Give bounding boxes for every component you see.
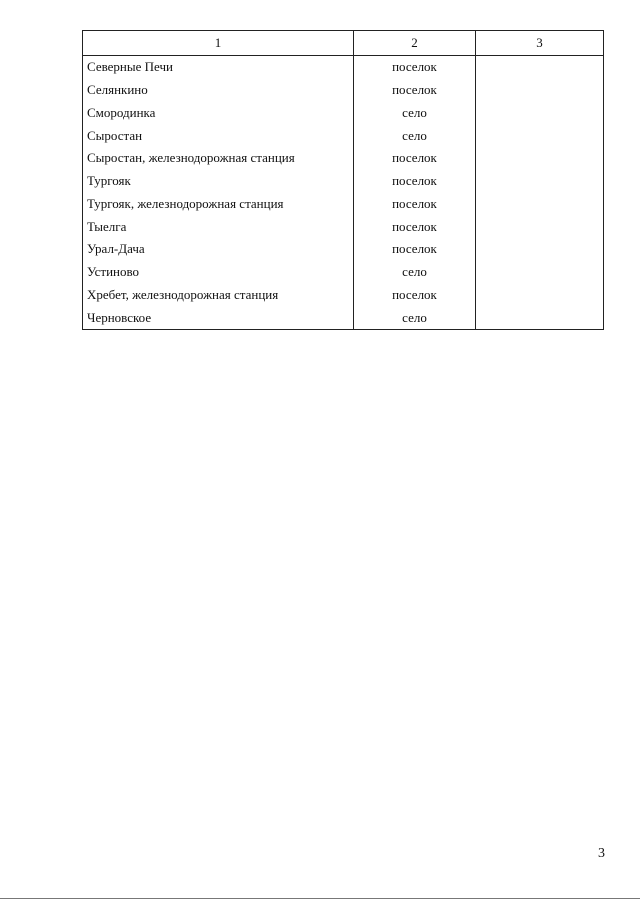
table-header-row — [83, 31, 604, 56]
settlement-type: поселок — [354, 56, 476, 79]
settlement-type: поселок — [354, 193, 476, 216]
column-header-3: 3 — [476, 31, 604, 56]
column-3-cell — [476, 306, 604, 329]
column-3-cell — [476, 124, 604, 147]
table-row — [83, 124, 604, 147]
column-3-cell — [476, 79, 604, 102]
table-row — [83, 170, 604, 193]
settlement-name: Тургояк, железнодорожная станция — [83, 193, 354, 216]
column-header-1: 1 — [83, 31, 354, 56]
column-3-cell — [476, 56, 604, 79]
settlement-name: Хребет, железнодорожная станция — [83, 284, 354, 307]
table-row — [83, 284, 604, 307]
table-row — [83, 193, 604, 216]
column-3-cell — [476, 261, 604, 284]
settlement-type: село — [354, 306, 476, 329]
settlement-name: Сыростан — [83, 124, 354, 147]
settlement-type: село — [354, 102, 476, 125]
column-3-cell — [476, 238, 604, 261]
settlement-type: поселок — [354, 170, 476, 193]
column-3-cell — [476, 170, 604, 193]
column-3-cell — [476, 193, 604, 216]
settlement-name: Черновское — [83, 306, 354, 329]
settlement-type: поселок — [354, 215, 476, 238]
settlements-table — [82, 30, 604, 330]
settlement-name: Тургояк — [83, 170, 354, 193]
table-row — [83, 56, 604, 79]
settlement-name: Урал-Дача — [83, 238, 354, 261]
settlement-type: поселок — [354, 238, 476, 261]
settlement-name: Селянкино — [83, 79, 354, 102]
table-row — [83, 238, 604, 261]
settlement-type: село — [354, 261, 476, 284]
settlement-name: Смородинка — [83, 102, 354, 125]
settlement-type: поселок — [354, 284, 476, 307]
table-row — [83, 79, 604, 102]
column-header-2: 2 — [354, 31, 476, 56]
settlement-name: Устиново — [83, 261, 354, 284]
table-row — [83, 306, 604, 329]
settlement-type: село — [354, 124, 476, 147]
settlement-name: Тыелга — [83, 215, 354, 238]
settlement-type: поселок — [354, 147, 476, 170]
table-row — [83, 147, 604, 170]
table-row — [83, 261, 604, 284]
column-3-cell — [476, 147, 604, 170]
column-3-cell — [476, 284, 604, 307]
settlement-type: поселок — [354, 79, 476, 102]
page-number: 3 — [598, 846, 605, 861]
column-3-cell — [476, 102, 604, 125]
table-row — [83, 215, 604, 238]
table-row — [83, 102, 604, 125]
footer-divider — [0, 898, 640, 899]
column-3-cell — [476, 215, 604, 238]
settlement-name: Северные Печи — [83, 56, 354, 79]
settlement-name: Сыростан, железнодорожная станция — [83, 147, 354, 170]
